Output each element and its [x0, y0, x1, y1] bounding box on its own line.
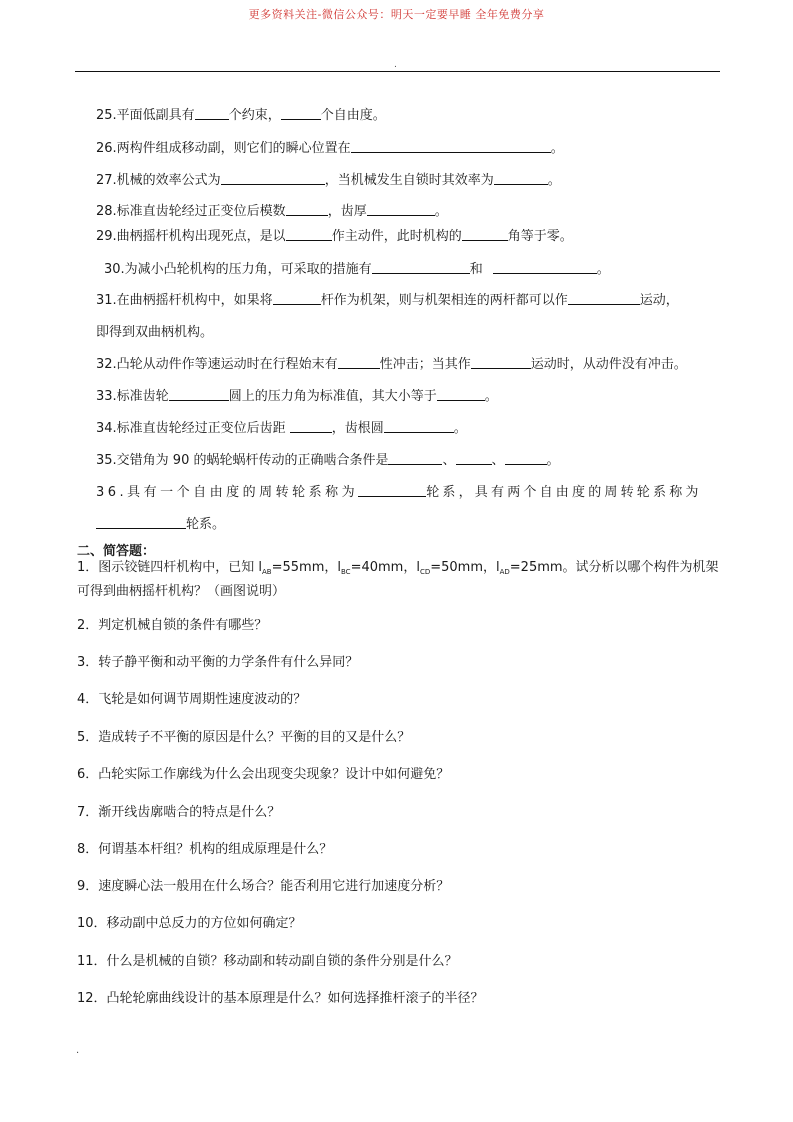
question-26: 26.两构件组成移动副，则它们的瞬心位置在 。 — [96, 141, 564, 156]
blank[interactable] — [505, 452, 547, 465]
blank[interactable] — [494, 172, 548, 185]
blank[interactable] — [437, 388, 485, 401]
short-answer-5: 5．造成转子不平衡的原因是什么？平衡的目的又是什么？ — [77, 730, 411, 745]
short-answer-1: 1．图示铰链四杆机构中，已知 $l_{AB}=55mm$，$l_{BC}=40mm$，$l_{CD}=50mm$，$l_{AD}=25mm$。试分析以哪个构件为机架可得到曲柄摇杆机构？（画图说明） — [77, 560, 719, 599]
blank[interactable] — [96, 516, 186, 529]
blank[interactable] — [195, 107, 229, 120]
footer-dot: . — [76, 1045, 80, 1056]
header-rule — [75, 71, 720, 72]
question-34: 34.标准直齿轮经过正变位后齿距 ，齿根圆 。 — [96, 421, 467, 436]
blank[interactable] — [462, 228, 508, 241]
short-answer-4: 4．飞轮是如何调节周期性速度波动的？ — [77, 692, 307, 707]
question-29: 29.曲柄摇杆机构出现死点，是以 作主动件，此时机构的 角等于零。 — [96, 229, 573, 244]
blank[interactable] — [351, 140, 551, 153]
promo-banner: 更多资料关注-微信公众号：明天一定要早睡 全年免费分享 — [248, 8, 545, 21]
short-answer-8: 8．何谓基本杆组？机构的组成原理是什么？ — [77, 842, 333, 857]
question-31: 31.在曲柄摇杆机构中，如果将 杆作为机架，则与机架相连的两杆都可以作 运动， — [96, 293, 679, 308]
blank[interactable] — [456, 452, 492, 465]
question-25: 25.平面低副具有 个约束， 个自由度。 — [96, 108, 386, 123]
question-31-continued: 即得到双曲柄机构。 — [96, 325, 214, 340]
question-32: 32.凸轮从动件作等速运动时在行程始末有 性冲击；当其作 运动时，从动件没有冲击。 — [96, 357, 687, 372]
question-36: 36.具有一个自由度的周转轮系称为 轮系，具有两个自由度的周转轮系称为 — [96, 485, 702, 500]
blank[interactable] — [286, 228, 332, 241]
question-27: 27.机械的效率公式为 ，当机械发生自锁时其效率为 。 — [96, 173, 561, 188]
short-answer-6: 6．凸轮实际工作廓线为什么会出现变尖现象？设计中如何避免？ — [77, 767, 450, 782]
blank[interactable] — [358, 484, 426, 497]
question-30: 30.为减小凸轮机构的压力角，可采取的措施有 和 。 — [104, 262, 610, 277]
blank[interactable] — [290, 420, 332, 433]
short-answer-2: 2．判定机械自锁的条件有哪些？ — [77, 618, 268, 633]
question-36-continued: 轮系。 — [96, 513, 225, 532]
blank[interactable] — [384, 420, 454, 433]
header-dot: . — [394, 60, 397, 70]
blank[interactable] — [338, 356, 380, 369]
short-answer-3: 3．转子静平衡和动平衡的力学条件有什么异同？ — [77, 655, 359, 670]
short-answer-11: 11．什么是机械的自锁？移动副和转动副自锁的条件分别是什么？ — [77, 954, 458, 969]
blank[interactable] — [281, 107, 321, 120]
short-answer-12: 12．凸轮轮廓曲线设计的基本原理是什么？如何选择推杆滚子的半径？ — [77, 991, 484, 1006]
short-answer-9: 9．速度瞬心法一般用在什么场合？能否利用它进行加速度分析？ — [77, 879, 450, 894]
blank[interactable] — [372, 261, 470, 274]
blank[interactable] — [221, 172, 325, 185]
blank[interactable] — [388, 452, 442, 465]
blank[interactable] — [471, 356, 531, 369]
question-28: 28.标准直齿轮经过正变位后模数 ，齿厚 。 — [96, 204, 448, 219]
short-answer-7: 7．渐开线齿廓啮合的特点是什么？ — [77, 805, 281, 820]
blank[interactable] — [493, 261, 597, 274]
blank[interactable] — [286, 203, 328, 216]
blank[interactable] — [169, 388, 229, 401]
blank[interactable] — [273, 292, 321, 305]
blank[interactable] — [568, 292, 640, 305]
section-title-short-answer: 二、简答题： — [77, 544, 156, 559]
blank[interactable] — [367, 203, 435, 216]
question-35: 35.交错角为 90 的蜗轮蜗杆传动的正确啮合条件是 、 、 。 — [96, 453, 560, 468]
short-answer-10: 10．移动副中总反力的方位如何确定？ — [77, 916, 302, 931]
question-33: 33.标准齿轮 圆上的压力角为标准值，其大小等于 。 — [96, 389, 498, 404]
